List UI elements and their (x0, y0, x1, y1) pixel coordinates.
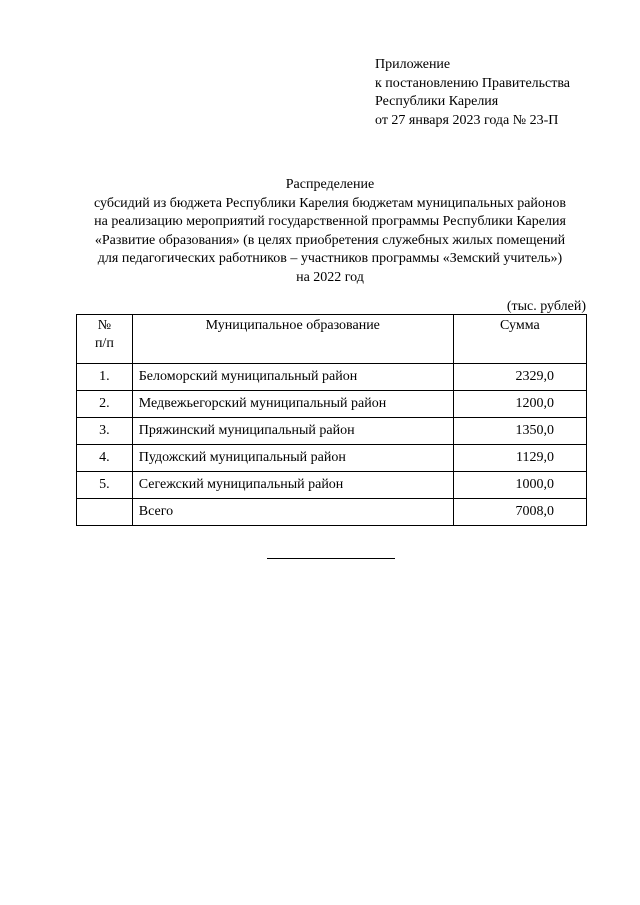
title-line: субсидий из бюджета Республики Карелия бюджетам муниципальных районов (93, 195, 567, 211)
row-number: 3. (77, 418, 133, 445)
total-sum: 7008,0 (453, 499, 586, 526)
table-row (77, 364, 587, 391)
header-sum: Сумма (453, 315, 586, 364)
units-note: (тыс. рублей) (506, 299, 586, 314)
table-total-row (77, 499, 587, 526)
row-sum: 1200,0 (453, 391, 586, 418)
table-row (77, 445, 587, 472)
row-sum: 1129,0 (453, 445, 586, 472)
table-row (77, 418, 587, 445)
row-municipality: Беломорский муниципальный район (132, 364, 453, 391)
title-line: на 2022 год (296, 269, 364, 285)
row-municipality: Пудожский муниципальный район (132, 445, 453, 472)
table-row (77, 472, 587, 499)
header-number-symbol: № (97, 318, 112, 333)
appendix-header (375, 56, 625, 130)
header-number (77, 315, 133, 364)
end-divider (267, 558, 395, 559)
appendix-line: Республики Карелия (375, 94, 499, 109)
row-municipality: Пряжинский муниципальный район (132, 418, 453, 445)
appendix-line: от 27 января 2023 года № 23-П (375, 112, 559, 128)
title-line: «Развитие образования» (в целях приобретения служебных жилых помещений (94, 232, 566, 248)
document-title (60, 176, 600, 287)
table-header-row (77, 315, 587, 364)
appendix-line: к постановлению Правительства (375, 75, 571, 91)
row-number: 2. (77, 391, 133, 418)
title-line: на реализацию мероприятий государственной программы Республики Карелия (94, 214, 566, 229)
total-label: Всего (132, 499, 453, 526)
row-number: 1. (77, 364, 133, 391)
header-number-abbr: п/п (94, 336, 114, 351)
title-line: для педагогических работников – участников программы «Земский учитель») (97, 251, 563, 266)
row-number: 4. (77, 445, 133, 472)
row-sum: 1350,0 (453, 418, 586, 445)
total-number (77, 499, 133, 526)
table-row (77, 391, 587, 418)
distribution-table (76, 314, 587, 526)
row-sum: 2329,0 (453, 364, 586, 391)
title-line: Распределение (285, 177, 375, 192)
row-municipality: Сегежский муниципальный район (132, 472, 453, 499)
appendix-line: Приложение (375, 57, 451, 72)
row-number: 5. (77, 472, 133, 499)
row-sum: 1000,0 (453, 472, 586, 499)
header-municipality: Муниципальное образование (132, 315, 453, 364)
row-municipality: Медвежьегорский муниципальный район (132, 391, 453, 418)
